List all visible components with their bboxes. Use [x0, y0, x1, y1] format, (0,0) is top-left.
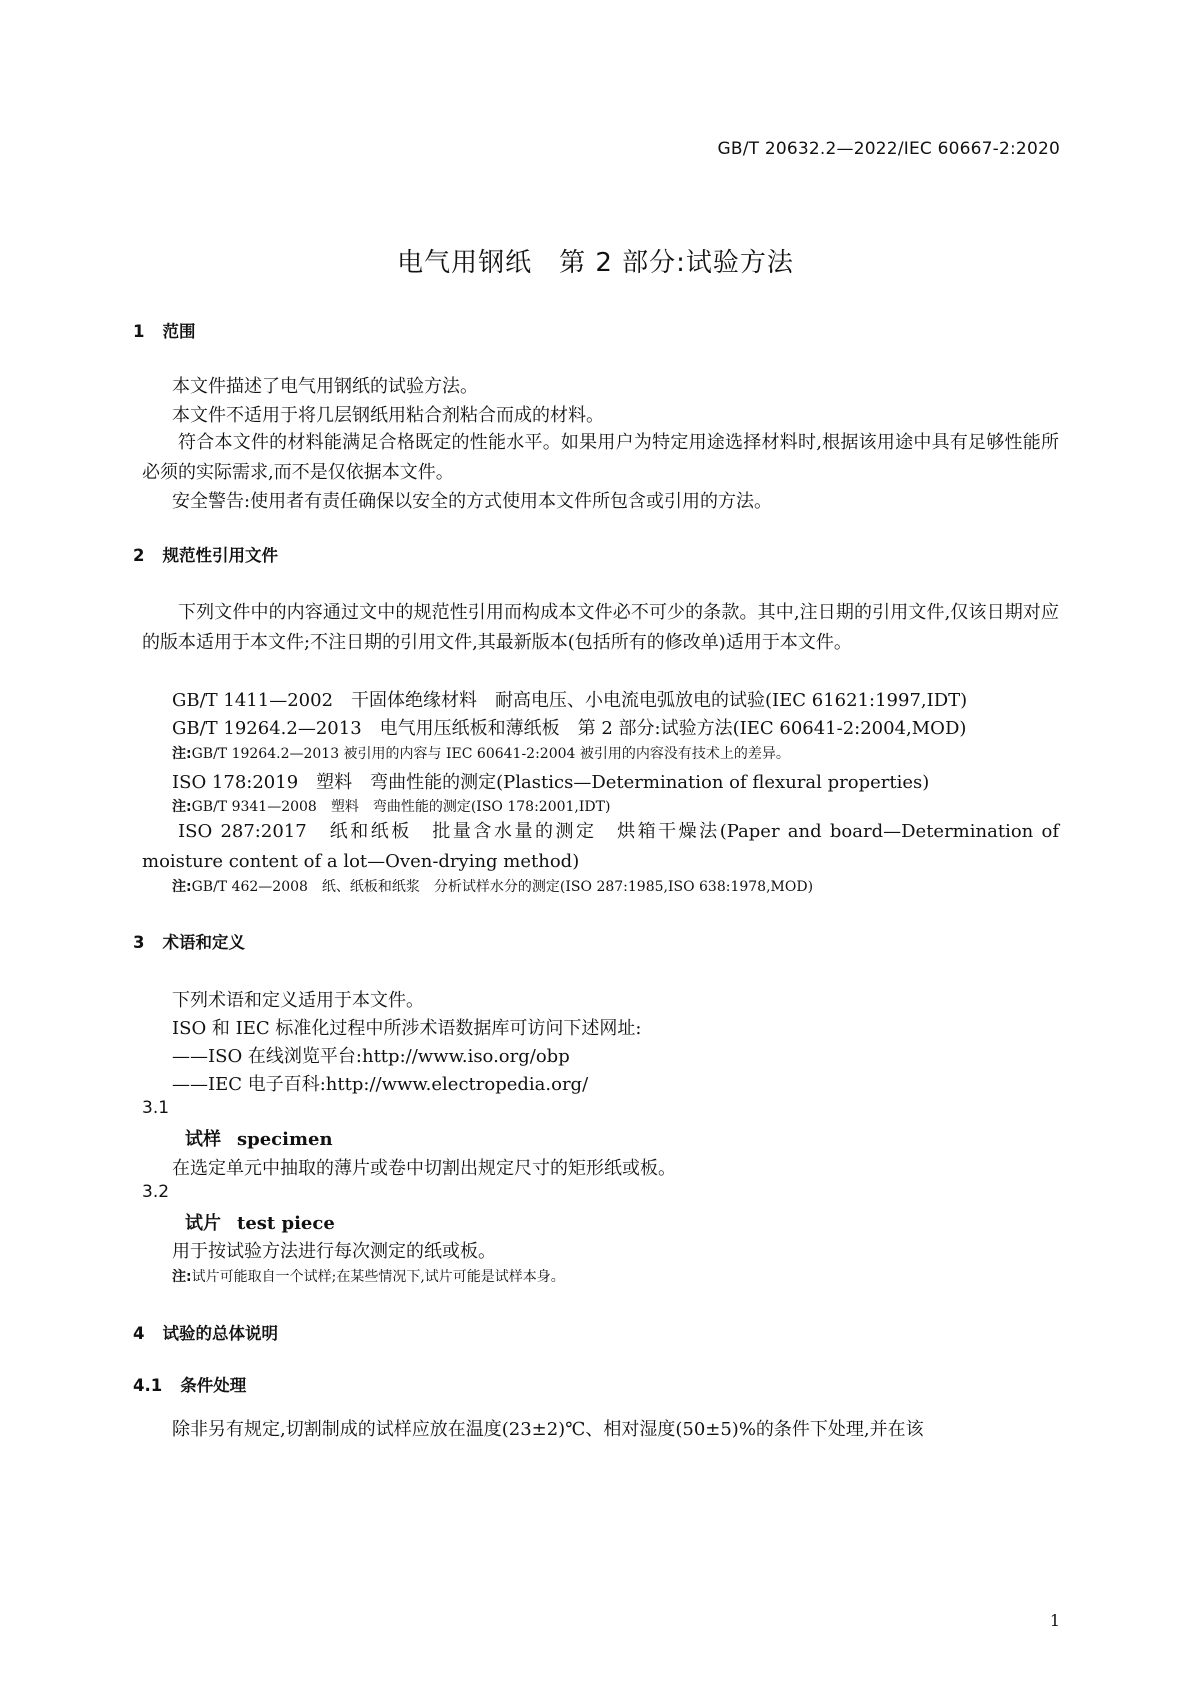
note-label: 注:	[172, 879, 192, 895]
term-en: specimen	[237, 1129, 333, 1150]
note-text: GB/T 19264.2—2013 被引用的内容与 IEC 60641-2:2004 被引用的内容没有技术上的差异。	[191, 746, 790, 762]
section-number: 1	[133, 322, 145, 341]
section-number: 4	[133, 1324, 145, 1343]
scope-line-1: 本文件描述了电气用钢纸的试验方法。	[172, 376, 478, 397]
term-definition: 在选定单元中抽取的薄片或卷中切割出规定尺寸的矩形纸或板。	[172, 1158, 676, 1179]
document-id: GB/T 20632.2—2022/IEC 60667-2:2020	[717, 139, 1060, 159]
term-en: test piece	[237, 1213, 335, 1234]
safety-warning: 安全警告:使用者有责任确保以安全的方式使用本文件所包含或引用的方法。	[172, 491, 773, 512]
reference-item: GB/T 19264.2—2013 电气用压纸板和薄纸板 第 2 部分:试验方法(IEC 60641-2:2004,MOD)	[172, 718, 967, 739]
scope-line-2: 本文件不适用于将几层钢纸用粘合剂粘合而成的材料。	[172, 405, 604, 426]
terms-line: 下列术语和定义适用于本文件。	[172, 990, 424, 1011]
reference-note	[172, 876, 813, 896]
term-designation	[185, 1209, 335, 1235]
section-number: 2	[133, 546, 145, 565]
terms-line-iso-obp: ——ISO 在线浏览平台:http://www.iso.org/obp	[172, 1046, 570, 1067]
term-definition: 用于按试验方法进行每次测定的纸或板。	[172, 1241, 496, 1262]
terms-line: ISO 和 IEC 标准化过程中所涉术语数据库可访问下述网址:	[172, 1018, 642, 1039]
section-2-heading	[133, 542, 278, 566]
normative-refs-paragraph: 下列文件中的内容通过文中的规范性引用而构成本文件必不可少的条款。其中,注日期的引用文件,仅该日期对应的版本适用于本文件;不注日期的引用文件,其最新版本(包括所有的修改单)适用于本文件。	[142, 602, 1059, 653]
reference-item: ISO 178:2019 塑料 弯曲性能的测定(Plastics—Determination of flexural properties)	[172, 772, 930, 793]
term-zh: 试片	[185, 1213, 221, 1234]
note-label: 注:	[172, 799, 192, 815]
note-label: 注:	[172, 746, 192, 762]
note-text: GB/T 9341—2008 塑料 弯曲性能的测定(ISO 178:2001,IDT)	[191, 799, 611, 815]
reference-note	[172, 796, 610, 816]
note-text: 试片可能取自一个试样;在某些情况下,试片可能是试样本身。	[191, 1269, 565, 1285]
term-note	[172, 1266, 565, 1286]
section-number: 3	[133, 933, 145, 952]
section-3-heading	[133, 929, 245, 953]
term-zh: 试样	[185, 1129, 221, 1150]
conditioning-paragraph: 除非另有规定,切割制成的试样应放在温度(23±2)℃、相对湿度(50±5)%的条件下处理,并在该	[172, 1419, 924, 1440]
subsection-title: 条件处理	[180, 1376, 247, 1395]
reference-item: GB/T 1411—2002 干固体绝缘材料 耐高电压、小电流电弧放电的试验(IEC 61621:1997,IDT)	[172, 690, 968, 711]
term-entry-number: 3.2	[142, 1182, 170, 1202]
section-title: 试验的总体说明	[162, 1324, 278, 1343]
section-1-heading	[133, 318, 195, 342]
note-text: GB/T 462—2008 纸、纸板和纸浆 分析试样水分的测定(ISO 287:1985,ISO 638:1978,MOD)	[191, 879, 814, 895]
reference-note	[172, 743, 790, 763]
section-title: 术语和定义	[162, 933, 245, 952]
section-title: 范围	[162, 322, 196, 341]
scope-paragraph: 符合本文件的材料能满足合格既定的性能水平。如果用户为特定用途选择材料时,根据该用途中具有足够性能所必须的实际需求,而不是仅依据本文件。	[142, 432, 1059, 483]
term-entry-number: 3.1	[142, 1098, 170, 1118]
subsection-4-1-heading	[133, 1372, 246, 1396]
reference-item: ISO 287:2017 纸和纸板 批量含水量的测定 烘箱干燥法(Paper and board—Determination of moisture content of a lot—Oven-drying method)	[142, 821, 1059, 872]
note-label: 注:	[172, 1269, 192, 1285]
terms-line-electropedia: ——IEC 电子百科:http://www.electropedia.org/	[172, 1074, 589, 1095]
subsection-number: 4.1	[133, 1376, 163, 1395]
term-designation	[185, 1125, 333, 1151]
section-title: 规范性引用文件	[162, 546, 278, 565]
page-number: 1	[1049, 1611, 1060, 1630]
document-title: 电气用钢纸 第 2 部分:试验方法	[397, 248, 794, 278]
section-4-heading	[133, 1320, 278, 1344]
